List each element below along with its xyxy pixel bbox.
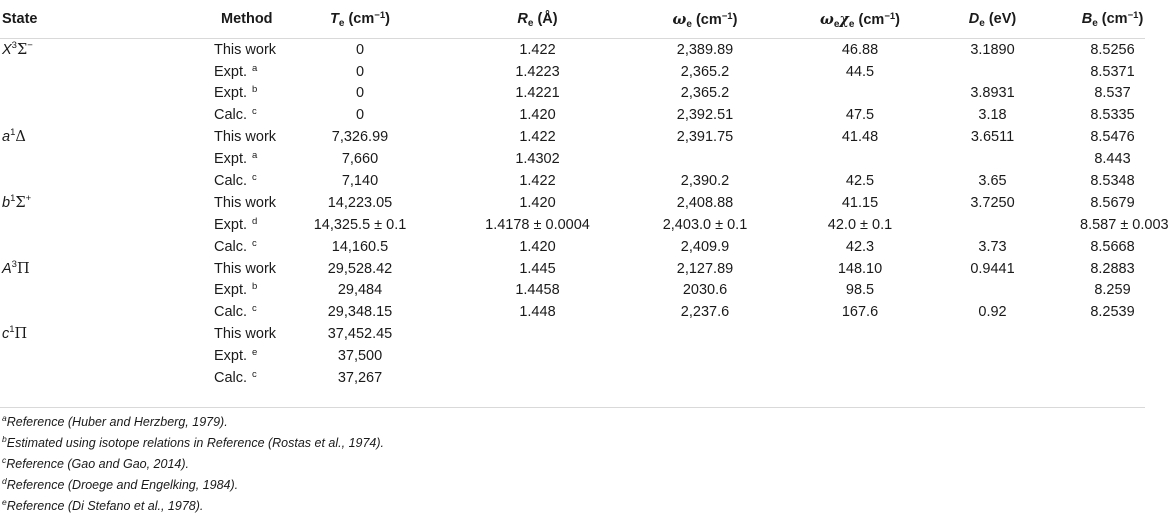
be-cell: 8.259 (1094, 282, 1131, 299)
te-cell: 7,140 (341, 173, 379, 190)
re-cell (440, 345, 635, 367)
te-cell: 0 (355, 63, 365, 80)
reference-mark: c (252, 237, 257, 249)
we-cell: 2,127.89 (676, 260, 734, 277)
te-cell: 0 (355, 85, 365, 102)
state-letter: X (2, 41, 12, 58)
footnote-e (0, 496, 1145, 517)
state-term: Π (16, 260, 30, 277)
re-cell: 1.445 (519, 260, 556, 277)
wexe-cell (775, 324, 945, 346)
we-cell: 2,392.51 (676, 107, 734, 124)
de-cell (945, 324, 1040, 346)
table-row (0, 236, 1145, 258)
header-de: $D_e$ (eV) (945, 0, 1040, 39)
state-term: Σ (15, 194, 26, 211)
state-sign: + (25, 192, 32, 204)
footnote-b (0, 433, 1145, 454)
state-cell (0, 83, 105, 105)
method-cell (105, 345, 280, 367)
de-cell (945, 345, 1040, 367)
table-row (0, 345, 1145, 367)
state-term: Σ (16, 41, 28, 58)
state-cell (0, 280, 105, 302)
method-label: Expt. (214, 63, 248, 80)
method-label: This work (214, 129, 277, 146)
state-letter: a (2, 129, 11, 146)
table-row (0, 214, 1145, 236)
table-row (0, 192, 1145, 214)
method-cell (105, 258, 280, 280)
state-multiplicity: 3 (11, 258, 17, 270)
header-state: State (0, 0, 105, 39)
method-label: Expt. (214, 282, 248, 299)
reference-mark: e (252, 347, 258, 359)
header-te: $T_e$ $(cm^{-1})$ (280, 0, 440, 39)
re-cell: 1.422 (519, 173, 556, 190)
te-cell: 37,267 (337, 370, 383, 387)
footnote-text: Reference (Gao and Gao, 2014). (6, 457, 190, 471)
table-row (0, 83, 1145, 105)
te-cell: 29,348.15 (327, 304, 393, 321)
te-cell: 14,325.5 ± 0.1 (313, 216, 407, 233)
state-cell (0, 148, 105, 170)
footnote-text: Estimated using isotope relations in Reference (Rostas et al., 1974). (6, 436, 385, 450)
state-letter: c (2, 326, 10, 343)
method-cell (105, 214, 280, 236)
te-cell: 29,484 (337, 282, 383, 299)
state-cell (0, 39, 105, 61)
footnote-text: Reference (Huber and Herzberg, 1979). (6, 415, 228, 429)
table-row (0, 127, 1145, 149)
de-cell (945, 367, 1040, 393)
re-cell: 1.4223 (515, 63, 560, 80)
method-label: Calc. (214, 173, 248, 190)
te-cell: 7,326.99 (331, 129, 389, 146)
footnote-mark: c (2, 455, 7, 465)
state-cell (0, 170, 105, 192)
re-cell: 1.420 (519, 107, 556, 124)
te-cell: 29,528.42 (327, 260, 393, 277)
de-cell: 3.18 (978, 107, 1007, 124)
footnote-text: Reference (Di Stefano et al., 1978). (6, 499, 204, 513)
table-row (0, 39, 1145, 61)
method-cell (105, 236, 280, 258)
de-cell (945, 280, 1040, 302)
re-cell (440, 367, 635, 393)
we-cell: 2,237.6 (680, 304, 730, 321)
method-cell (105, 324, 280, 346)
wexe-cell: 44.5 (845, 63, 875, 80)
be-cell: 8.5335 (1090, 107, 1135, 124)
wexe-cell: 47.5 (845, 107, 875, 124)
footnote-a (0, 412, 1145, 433)
re-cell: 1.4302 (515, 151, 560, 168)
re-cell: 1.4221 (515, 85, 560, 102)
we-cell: 2,390.2 (680, 173, 730, 190)
wexe-cell (775, 345, 945, 367)
de-cell (945, 61, 1040, 83)
de-cell: 3.65 (978, 173, 1007, 190)
be-cell: 8.5668 (1090, 238, 1135, 255)
re-cell: 1.422 (519, 129, 556, 146)
de-cell: 3.7250 (970, 194, 1015, 211)
be-cell: 8.587 ± 0.003 (1080, 216, 1169, 233)
method-label: Expt. (214, 85, 248, 102)
wexe-cell: 41.15 (841, 194, 879, 211)
wexe-cell: 42.0 ± 0.1 (827, 216, 893, 233)
we-cell (635, 148, 775, 170)
de-cell (945, 148, 1040, 170)
state-term: Δ (15, 129, 26, 146)
be-cell (1040, 345, 1145, 367)
method-cell (105, 192, 280, 214)
te-cell: 37,452.45 (327, 326, 393, 343)
method-cell (105, 83, 280, 105)
state-cell (0, 236, 105, 258)
we-cell (635, 367, 775, 393)
method-cell (105, 280, 280, 302)
te-cell: 37,500 (337, 348, 383, 365)
de-cell: 3.6511 (970, 129, 1015, 146)
method-label: This work (214, 194, 277, 211)
table-row (0, 148, 1145, 170)
be-cell (1040, 324, 1145, 346)
state-sign: − (27, 39, 33, 51)
wexe-cell: 167.6 (841, 304, 879, 321)
de-cell: 3.8931 (970, 85, 1015, 102)
footnote-mark: a (2, 413, 7, 423)
header-we: $\omega_e$ $(cm^{-1})$ (635, 0, 775, 39)
footnotes (0, 407, 1145, 517)
state-cell (0, 345, 105, 367)
method-cell (105, 61, 280, 83)
method-cell (105, 148, 280, 170)
state-multiplicity: 1 (10, 192, 16, 204)
table-row (0, 258, 1145, 280)
state-multiplicity: 3 (11, 39, 17, 51)
wexe-cell: 41.48 (841, 129, 879, 146)
method-label: This work (214, 326, 277, 343)
reference-mark: a (252, 150, 258, 162)
be-cell: 8.5256 (1090, 41, 1135, 58)
method-cell (105, 302, 280, 324)
method-label: Calc. (214, 370, 248, 387)
re-cell: 1.420 (519, 238, 556, 255)
method-cell (105, 105, 280, 127)
we-cell (635, 324, 775, 346)
method-label: Calc. (214, 107, 248, 124)
method-cell (105, 367, 280, 393)
de-cell (945, 214, 1040, 236)
we-cell: 2030.6 (682, 282, 728, 299)
te-cell: 14,223.05 (327, 194, 393, 211)
wexe-cell (775, 148, 945, 170)
we-cell (635, 345, 775, 367)
te-cell: 0 (355, 107, 365, 124)
state-cell (0, 127, 105, 149)
header-re: $R_e$ (Å) (440, 0, 635, 39)
state-cell (0, 105, 105, 127)
header-row (0, 0, 1145, 39)
reference-mark: c (252, 172, 257, 184)
be-cell: 8.5348 (1090, 173, 1135, 190)
wexe-cell (775, 83, 945, 105)
re-cell: 1.420 (519, 194, 556, 211)
table-row (0, 170, 1145, 192)
state-cell (0, 367, 105, 393)
state-letter: A (2, 260, 12, 277)
de-cell: 0.9441 (970, 260, 1015, 277)
method-label: This work (214, 41, 277, 58)
be-cell (1040, 367, 1145, 393)
footnote-text: Reference (Droege and Engelking, 1984). (6, 478, 239, 492)
we-cell: 2,409.9 (680, 238, 730, 255)
reference-mark: c (252, 303, 257, 315)
wexe-cell: 148.10 (837, 260, 883, 277)
wexe-cell (775, 367, 945, 393)
footnote-mark: e (2, 497, 7, 507)
state-cell (0, 192, 105, 214)
re-cell (440, 324, 635, 346)
table-row (0, 280, 1145, 302)
re-cell: 1.422 (519, 41, 556, 58)
re-cell: 1.4458 (515, 282, 560, 299)
te-cell: 14,160.5 (331, 238, 389, 255)
footnote-mark: b (2, 434, 7, 444)
method-label: Calc. (214, 238, 248, 255)
re-cell: 1.4178 ± 0.0004 (485, 216, 590, 233)
state-term: Π (14, 326, 28, 343)
table-row (0, 61, 1145, 83)
reference-mark: d (252, 215, 258, 227)
wexe-cell: 42.5 (845, 173, 875, 190)
be-cell: 8.5679 (1090, 194, 1135, 211)
footnote-d (0, 475, 1145, 496)
reference-mark: c (252, 369, 257, 381)
table-row (0, 367, 1145, 393)
header-be: $B_e$ $(cm^{-1})$ (1040, 0, 1145, 39)
state-multiplicity: 1 (9, 324, 15, 336)
be-cell: 8.537 (1094, 85, 1131, 102)
we-cell: 2,403.0 ± 0.1 (662, 216, 748, 233)
reference-mark: a (252, 62, 258, 74)
we-cell: 2,365.2 (680, 85, 730, 102)
table-body (0, 39, 1169, 394)
we-cell: 2,365.2 (680, 63, 730, 80)
we-cell: 2,391.75 (676, 129, 734, 146)
wexe-cell: 98.5 (845, 282, 875, 299)
be-cell: 8.5371 (1090, 63, 1135, 80)
de-cell: 3.1890 (970, 41, 1015, 58)
re-cell: 1.448 (519, 304, 556, 321)
state-cell (0, 61, 105, 83)
reference-mark: b (252, 84, 258, 96)
state-letter: b (2, 194, 11, 211)
method-cell (105, 127, 280, 149)
method-cell (105, 39, 280, 61)
reference-mark: c (252, 106, 257, 118)
state-cell (0, 258, 105, 280)
header-method: Method (105, 0, 280, 39)
state-cell (0, 214, 105, 236)
table-row (0, 302, 1145, 324)
wexe-cell: 42.3 (845, 238, 875, 255)
state-cell (0, 324, 105, 346)
method-label: Calc. (214, 304, 248, 321)
we-cell: 2,389.89 (676, 41, 734, 58)
method-label: Expt. (214, 151, 248, 168)
table-row (0, 324, 1145, 346)
footnote-c (0, 454, 1145, 475)
te-cell: 7,660 (341, 151, 379, 168)
state-multiplicity: 1 (10, 127, 16, 139)
be-cell: 8.2883 (1090, 260, 1135, 277)
be-cell: 8.2539 (1090, 304, 1135, 321)
be-cell: 8.5476 (1090, 129, 1135, 146)
de-cell: 3.73 (978, 238, 1007, 255)
we-cell: 2,408.88 (676, 194, 734, 211)
state-cell (0, 302, 105, 324)
de-cell: 0.92 (978, 304, 1007, 321)
table-row (0, 105, 1145, 127)
method-label: Expt. (214, 216, 248, 233)
method-label: Expt. (214, 348, 248, 365)
be-cell: 8.443 (1094, 151, 1131, 168)
method-label: This work (214, 260, 277, 277)
footnote-mark: d (2, 476, 7, 486)
header-wexe: $\omega_e\chi_e$ $(cm^{-1})$ (775, 0, 945, 39)
reference-mark: b (252, 281, 258, 293)
te-cell: 0 (355, 41, 365, 58)
method-cell (105, 170, 280, 192)
wexe-cell: 46.88 (841, 41, 879, 58)
